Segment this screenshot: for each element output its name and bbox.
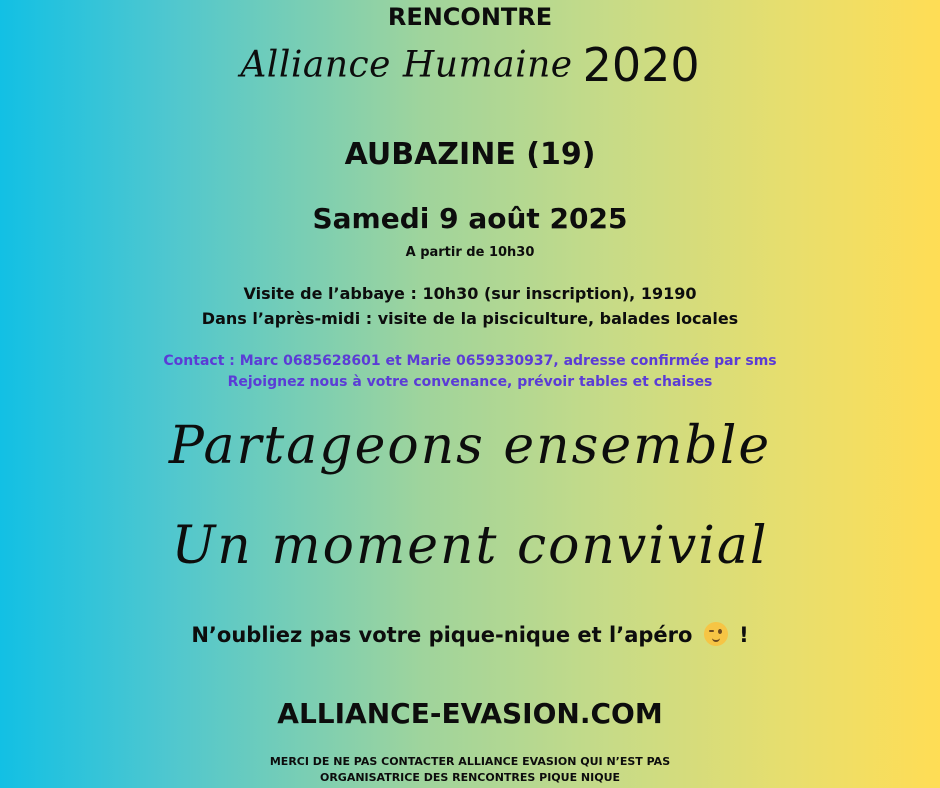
disclaimer-line-1: MERCI DE NE PAS CONTACTER ALLIANCE EVASION QUI N’EST PAS bbox=[269, 755, 671, 768]
event-afternoon-activities: Dans l’après-midi : visite de la pisciculture, balades locales bbox=[201, 309, 739, 328]
event-date: Samedi 9 août 2025 bbox=[312, 202, 628, 235]
title-script: Alliance Humaine bbox=[240, 44, 573, 86]
contact-note: Rejoignez nous à votre convenance, prévoir tables et chaises bbox=[227, 374, 713, 390]
event-abbey-visit: Visite de l’abbaye : 10h30 (sur inscription), 19190 bbox=[243, 284, 697, 303]
kicker-rencontre: RENCONTRE bbox=[387, 3, 553, 31]
slogan-line-1: Partageons ensemble bbox=[168, 416, 772, 476]
event-time-note: A partir de 10h30 bbox=[405, 245, 535, 260]
winking-face-icon bbox=[704, 622, 728, 646]
reminder-suffix: ! bbox=[739, 623, 749, 647]
event-title bbox=[0, 38, 940, 108]
title-year: 2020 bbox=[582, 38, 700, 92]
slogan-line-2: Un moment convivial bbox=[171, 516, 769, 576]
picnic-reminder bbox=[0, 622, 940, 647]
event-city: AUBAZINE (19) bbox=[344, 137, 596, 172]
disclaimer-line-2: ORGANISATRICE DES RENCONTRES PIQUE NIQUE bbox=[319, 771, 621, 784]
contact-info: Contact : Marc 0685628601 et Marie 0659330937, adresse confirmée par sms bbox=[163, 353, 777, 369]
website-url: ALLIANCE-EVASION.COM bbox=[277, 697, 663, 730]
reminder-text: N’oubliez pas votre pique-nique et l’apéro bbox=[191, 623, 693, 647]
